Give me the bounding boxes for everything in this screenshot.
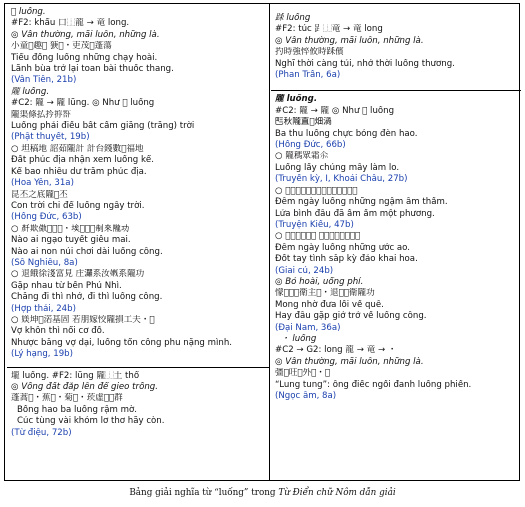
right-column — [275, 7, 517, 402]
entry-line: Lửa bình đâu đã ầm ầm một phương. — [275, 208, 435, 219]
entry-line: Ba thu luống chực bóng đèn hao. — [275, 128, 418, 139]
entry-line: Đất phúc địa nhận xem luống kể. — [11, 155, 154, 166]
entry-line: ○ 坦稿地 詔茹隴計 計台錢數𢬣福地 — [11, 143, 144, 154]
left-column — [11, 7, 265, 439]
entry-line: ◎ Bỏ hoài, uổng phí. — [275, 276, 364, 287]
entry-line: ◎ Vồng đất đắp lên để gieo trồng. — [11, 382, 158, 392]
entry-line: Luống lấy chúng mây làm lo. — [275, 162, 400, 173]
entry-line: Mong nhờ đưa lối về quê. — [275, 299, 384, 310]
entry-line: #F2: khẩu 口⿰龍 → 竜 long. — [11, 18, 130, 29]
entry-line: ○ 𠦳欺傲𠺥𣎃𢬣・埃𡎝渃𤀗制來隴功 — [11, 223, 130, 234]
entry-line: 隴 luống. — [275, 94, 318, 105]
citation-source: (Phật thuyết, 19b) — [11, 132, 90, 143]
entry-line: 懞𢚸𢬣𢬣衛主𠇍・退𨖅𠆳衛隴功 — [275, 288, 375, 299]
right-main-entries — [275, 94, 517, 402]
dictionary-table — [4, 3, 520, 481]
caption-title: Từ Điển chữ Nôm dẫn giải — [278, 488, 396, 498]
left-bottom-entry — [11, 371, 265, 439]
entry-line: Nhược bằng vợ dại, luống tổn công phu nặng mình. — [11, 337, 232, 348]
citation-source: (Sô Nghiêu, 8a) — [11, 257, 78, 268]
entry-line: Đốt tay tình sắp kỳ đảo khai hoa. — [275, 254, 418, 265]
entry-line: 壠 luống. #F2: lũng 隴⿰土 thổ — [11, 370, 140, 381]
entry-line: Cúc tùng vài khóm lơ thơ hãy còn. — [17, 416, 165, 427]
citation-source: (Truyền kỳ, I, Khoái Châu, 27b) — [275, 174, 408, 185]
entry-line: ・ luống — [281, 333, 317, 344]
entry-line: 小童𠳒趣𢬣 㹹𨔈・吏茂𢬣蓬蕩 — [11, 41, 112, 52]
entry-line: Kể bao nhiêu dư trăm phúc địa. — [11, 166, 147, 177]
citation-source: (Đại Nam, 36a) — [275, 322, 341, 333]
entry-line: ◎ Vẫn thường, mãi luôn, những là. — [275, 35, 424, 46]
entry-line: Gặp nhau từ bến Phú Nhì. — [11, 280, 122, 291]
citation-source: (Hồng Đức, 63b) — [11, 212, 82, 223]
entry-line: Hay đâu gặp giở trở về luống công. — [275, 311, 427, 322]
citation-source: (Giai cú, 24b) — [275, 265, 334, 276]
column-divider — [269, 4, 270, 480]
left-separator — [7, 367, 269, 368]
entry-line: Đêm ngày luống những ngậm âm thầm. — [275, 197, 448, 208]
entry-line: 隴渠條払扲𢭸𥰊 — [11, 109, 72, 120]
citation-source: (Hợp thái, 24b) — [11, 303, 76, 314]
citation-source: (Vân Tiên, 21b) — [11, 75, 77, 86]
entry-line: Luống phải điều bất cầm giăng (trăng) trời — [11, 121, 195, 132]
entry-line: #C2: 隴 → 隴 ◎ Như 𠳒 luống — [275, 105, 395, 116]
table-caption — [0, 488, 525, 498]
entry-line: 蓬蒿𠊚・蕉𣘃・菊𢬣・莰虛𥺀𠸗群 — [11, 393, 123, 404]
entry-line: Đêm ngày luống những ước ao. — [275, 242, 410, 253]
entry-line: ○ 隴𥡗眾霜𠇍 — [275, 151, 329, 162]
entry-line: Chẳng đi thì nhớ, đi thì luống công. — [11, 292, 163, 303]
entry-line: ○ 媄坤𡎝渃基固 若朋嫁恔隴損工夫・𩵜 — [11, 314, 155, 325]
citation-source: (Phan Trần, 6a) — [275, 70, 341, 81]
entry-line: 彊𧥇㕵𠃩外𠁑・𢬣 — [275, 368, 331, 379]
entry-line: 昆丕之底隴𡗶丕 — [11, 189, 68, 200]
citation-source: (Hoa Yên, 31a) — [11, 178, 74, 189]
entry-line: #C2: 隴 → 隴 lũng. ◎ Như 𠳒 luống — [11, 98, 155, 109]
citation-source: (Truyện Kiều, 47b) — [275, 219, 354, 230]
entry-line: Vợ khôn thì nổi cơ đồ. — [11, 326, 105, 337]
entry-line: “Lung tung”: ông điếc ngồi đanh luống phiền. — [275, 379, 472, 390]
entry-line: Tiểu đồng luống những chạy hoài. — [11, 52, 158, 63]
entry-line: ○ 𣋚昭隴仍約沕 𡎝𦊚伴插期𤎕開花 — [275, 231, 361, 242]
entry-line: Lãnh bùa trở lại toan bài thuốc thang. — [11, 64, 174, 75]
right-separator — [271, 90, 521, 91]
entry-line: ◎ Vẫn thường, mãi luôn, những là. — [275, 356, 424, 367]
entry-line: ◎ Vẫn thường, mãi luôn, những là. — [11, 29, 160, 40]
entry-line: Nào ai ngạo tuyết giễu mai. — [11, 235, 131, 246]
entry-line: ○ 𣋚昆隴仍𡗶・焒炎・包𣇜𩂏・方 — [275, 185, 358, 196]
entry-line: 𠀧秋隴直𤎕畑渦 — [275, 117, 332, 128]
citation-source: (Từ điệu, 72b) — [11, 427, 72, 438]
citation-source: (Ngọc âm, 8a) — [275, 391, 337, 401]
left-entries — [11, 7, 265, 361]
entry-line: Con trời chi để luống ngây trời. — [11, 200, 145, 211]
entry-line: 隴 luống. — [11, 86, 50, 97]
entry-line: #F2: túc 𧾷⿰竜 → 竜 long — [275, 24, 383, 35]
entry-line: ○ 退餓徐淺富見 庄𤄷系汝𡠣系隴功 — [11, 269, 145, 280]
citation-source: (Lý hạng, 19b) — [11, 349, 73, 360]
entry-line: Nào ai non núi chơi dài luống công. — [11, 246, 163, 257]
entry-line: Bồng hao ba luống rậm mờ. — [17, 404, 137, 415]
entry-line: #C2 → G2: long 龍 → 竜 → ・ — [275, 345, 397, 356]
entry-line: 𨀤 luống — [275, 13, 311, 23]
right-top-entry — [275, 13, 517, 81]
entry-line: Nghĩ thời càng tủi, nhớ thời luống thương. — [275, 58, 455, 69]
entry-line: 扚時強悴攸時𨀤儐 — [275, 47, 344, 58]
caption-prefix: Bảng giải nghĩa từ “luống” trong — [129, 488, 279, 498]
citation-source: (Hồng Đức, 66b) — [275, 140, 346, 151]
entry-line: 𠳒 luống. — [11, 7, 46, 17]
